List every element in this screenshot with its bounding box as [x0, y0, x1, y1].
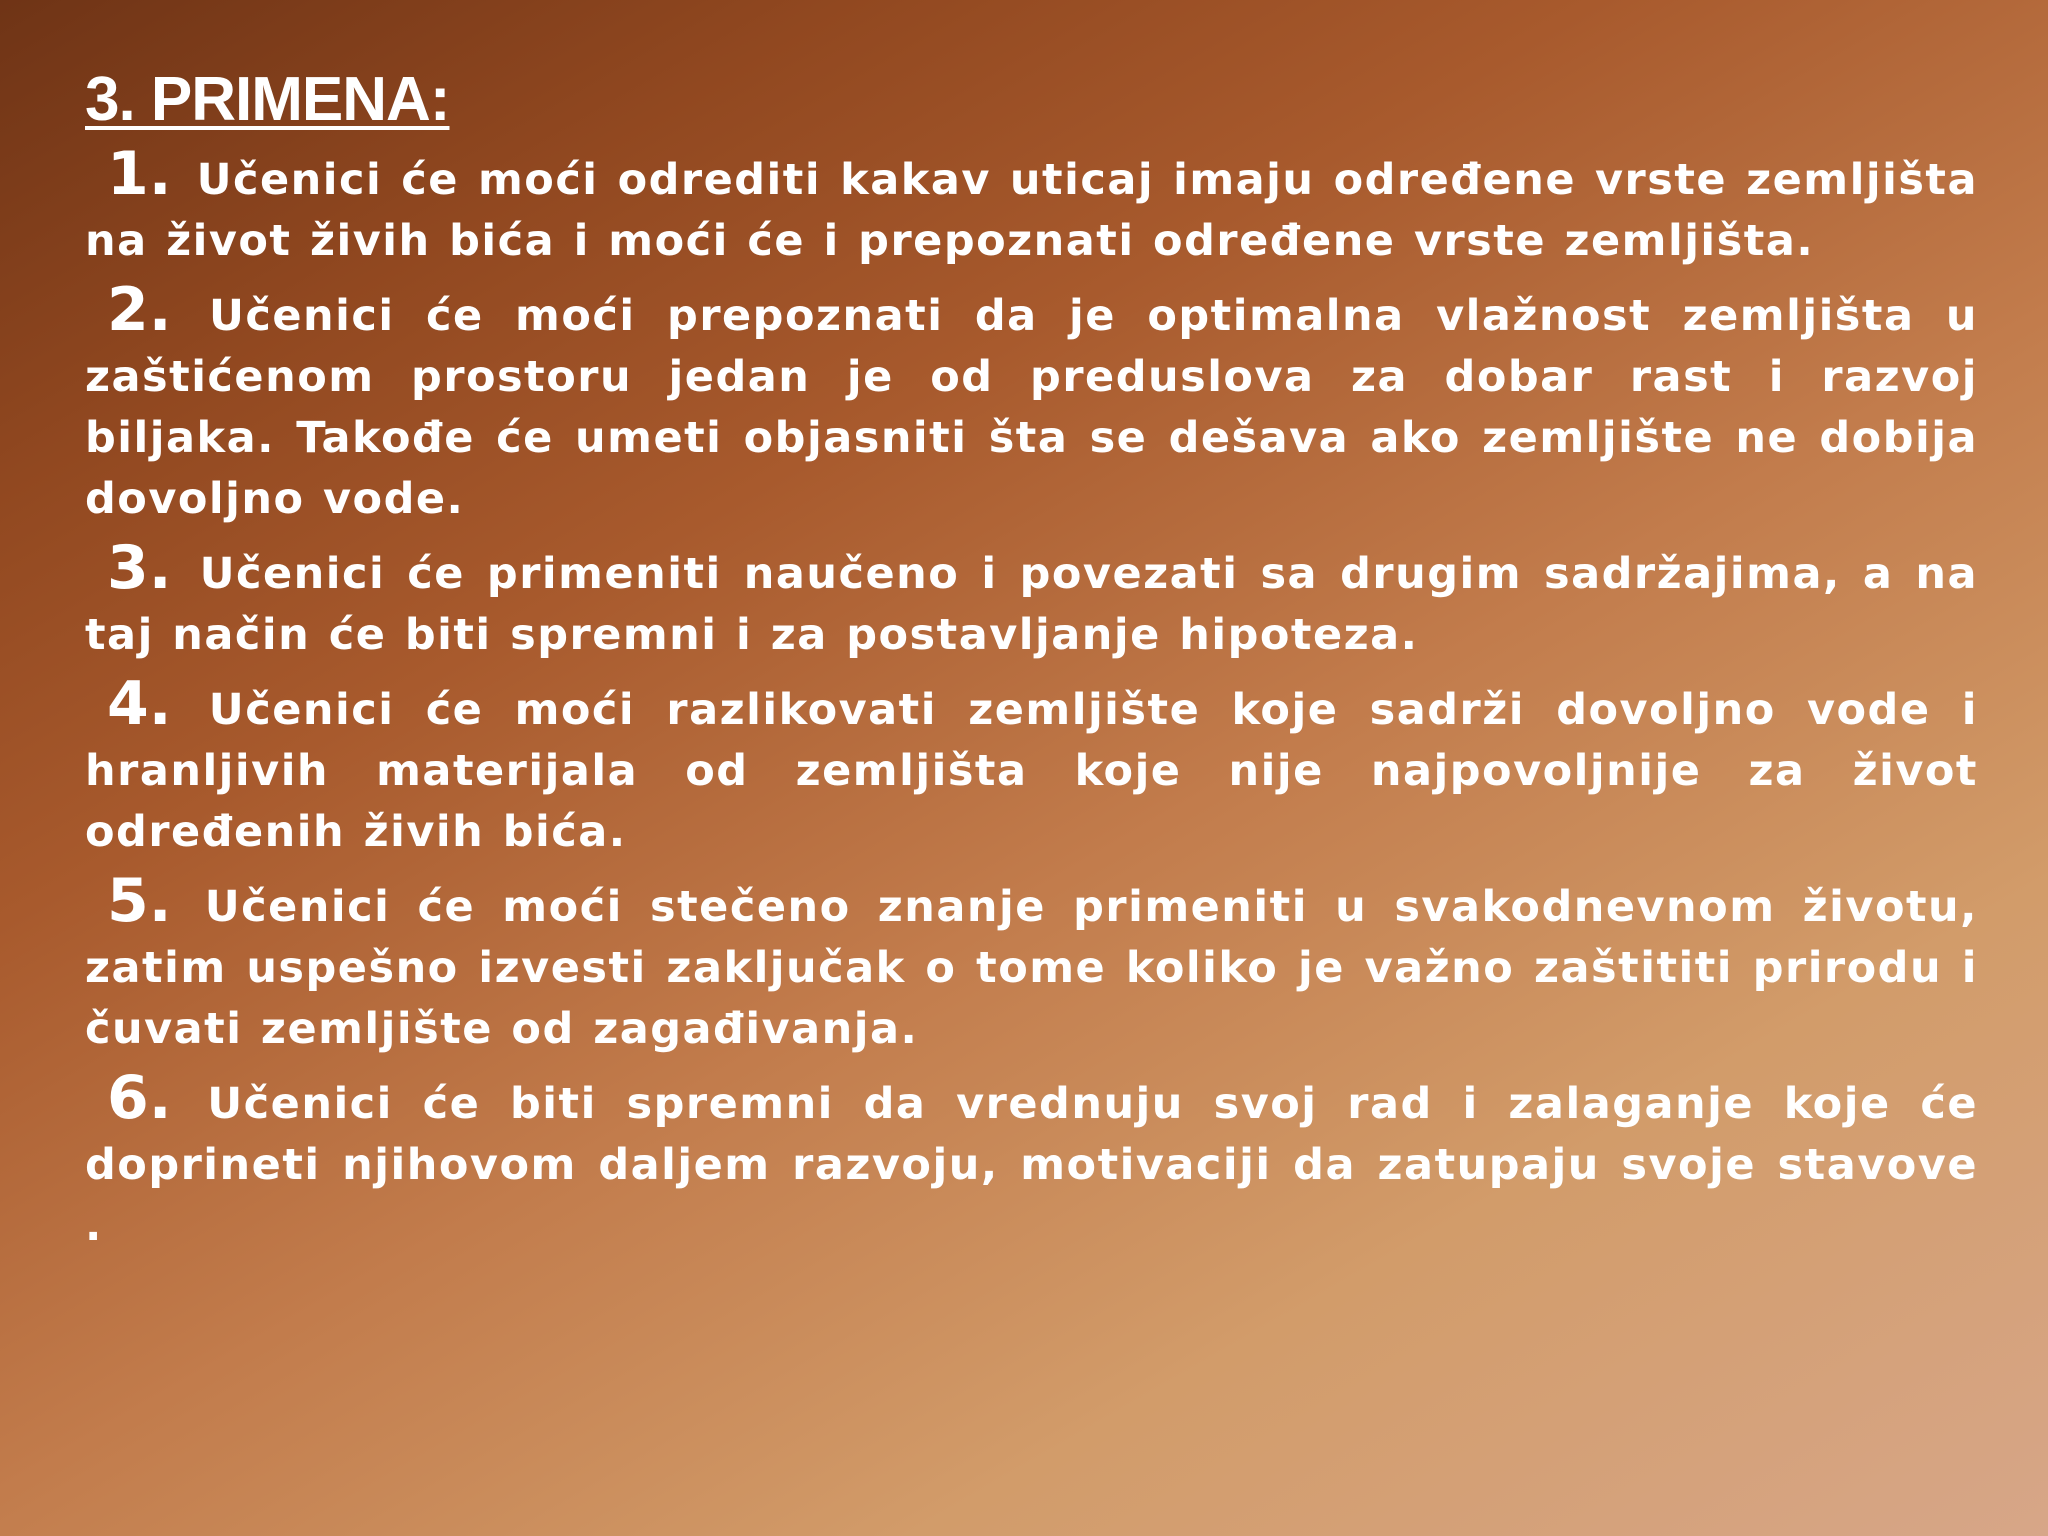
item-number: 1. — [107, 139, 172, 209]
slide-content — [85, 58, 1978, 1265]
item-text: Učenici će primeniti naučeno i povezati sa drugim sadržajima, a na taj način će biti spremni i za postavljanje hipoteza. — [85, 549, 1978, 660]
list-item — [85, 275, 1978, 530]
item-text: Učenici će moći odrediti kakav uticaj imaju određene vrste zemljišta na život živih bića i moći će i prepoznati određene vrste zemljišta. — [85, 155, 1978, 266]
list-item — [85, 866, 1978, 1060]
item-text: Učenici će moći stečeno znanje primeniti u svakodnevnom životu, zatim uspešno izvesti zaključak o tome koliko je važno zaštititi prirodu i čuvati zemljište od zagađivanja. — [85, 882, 1978, 1054]
list-item — [85, 1063, 1978, 1257]
list-item — [85, 139, 1978, 272]
item-text: Učenici će moći prepoznati da je optimalna vlažnost zemljišta u zaštićenom prostoru jedan je od preduslova za dobar rast i razvoj biljaka. Takođe će umeti objasniti šta se dešava ako zemljište ne dobija dovoljno vode. — [85, 291, 1978, 524]
item-text: Učenici će biti spremni da vrednuju svoj rad i zalaganje koje će doprineti njihovom daljem razvoju, motivaciji da zatupaju svoje stavove . — [85, 1079, 1978, 1251]
item-text: Učenici će moći razlikovati zemljište koje sadrži dovoljno vode i hranljivih materijala od zemljišta koje nije najpovoljnije za život određenih živih bića. — [85, 685, 1978, 857]
list-item — [85, 669, 1978, 863]
item-number: 3. — [107, 533, 172, 603]
item-number: 2. — [107, 275, 172, 345]
item-number: 5. — [107, 866, 172, 936]
slide-title: 3. PRIMENA: — [85, 65, 450, 134]
list-item — [85, 533, 1978, 666]
item-number: 6. — [107, 1063, 172, 1133]
item-number: 4. — [107, 669, 172, 739]
